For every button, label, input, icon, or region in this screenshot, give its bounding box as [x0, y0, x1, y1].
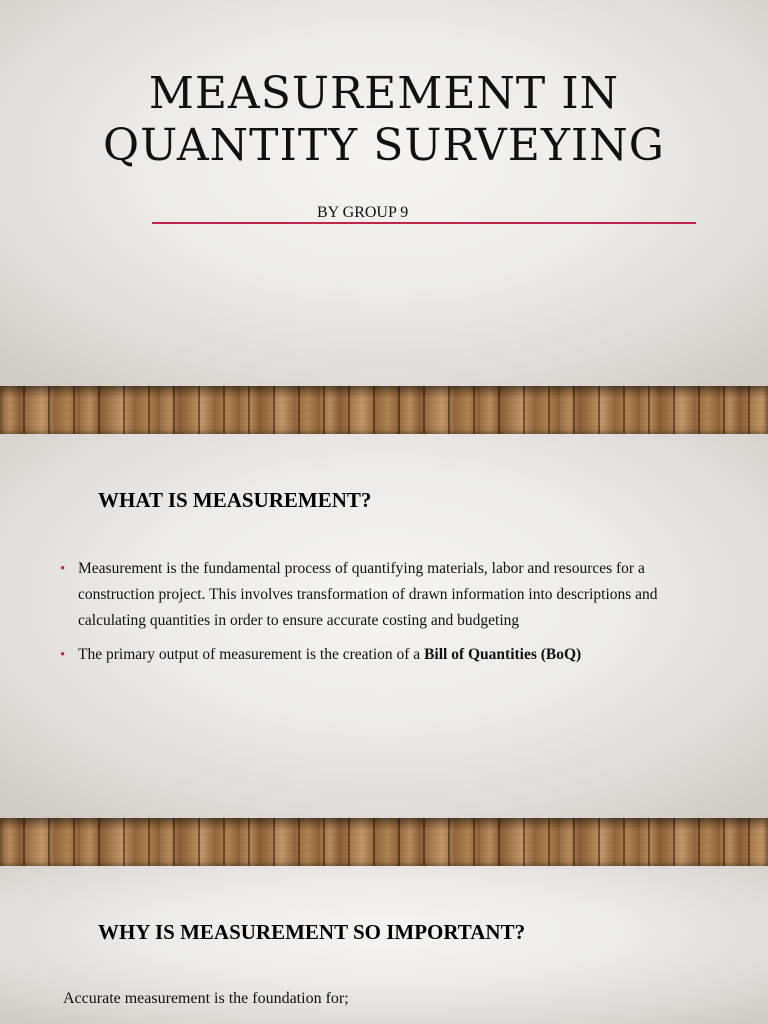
slide-what-is-measurement — [0, 434, 768, 818]
subtitle-underline — [152, 204, 696, 224]
bullet-list — [60, 556, 710, 676]
bullet-item — [60, 642, 710, 668]
bullet-icon: • — [60, 647, 66, 663]
bullet-item — [60, 556, 710, 634]
slide-heading: WHY IS MEASUREMENT SO IMPORTANT? — [98, 920, 526, 944]
bullet-text: The primary output of measurement is the creation of a — [78, 646, 425, 663]
bullet-icon: • — [60, 561, 66, 577]
wood-floor-divider — [0, 818, 768, 866]
slide-title — [0, 0, 768, 386]
wood-floor-divider — [0, 386, 768, 434]
bullet-text: Measurement is the fundamental process of quantifying materials, labor and resources for a construction project. This involves transformation of drawn information into descriptions and calculating quantities in order to ensure accurate costing and budgeting — [78, 560, 658, 629]
slide-heading: WHAT IS MEASUREMENT? — [98, 488, 372, 512]
slide-why-measurement-important — [0, 866, 768, 1024]
bullet-bold-text: Bill of Quantities (BoQ) — [424, 646, 582, 663]
presentation-title — [0, 68, 768, 172]
title-line-2: QUANTITY SURVEYING — [103, 120, 665, 171]
intro-text: Accurate measurement is the foundation for; — [63, 990, 349, 1007]
title-line-1: MEASUREMENT IN — [148, 68, 620, 119]
subtitle: BY GROUP 9 — [317, 204, 409, 221]
